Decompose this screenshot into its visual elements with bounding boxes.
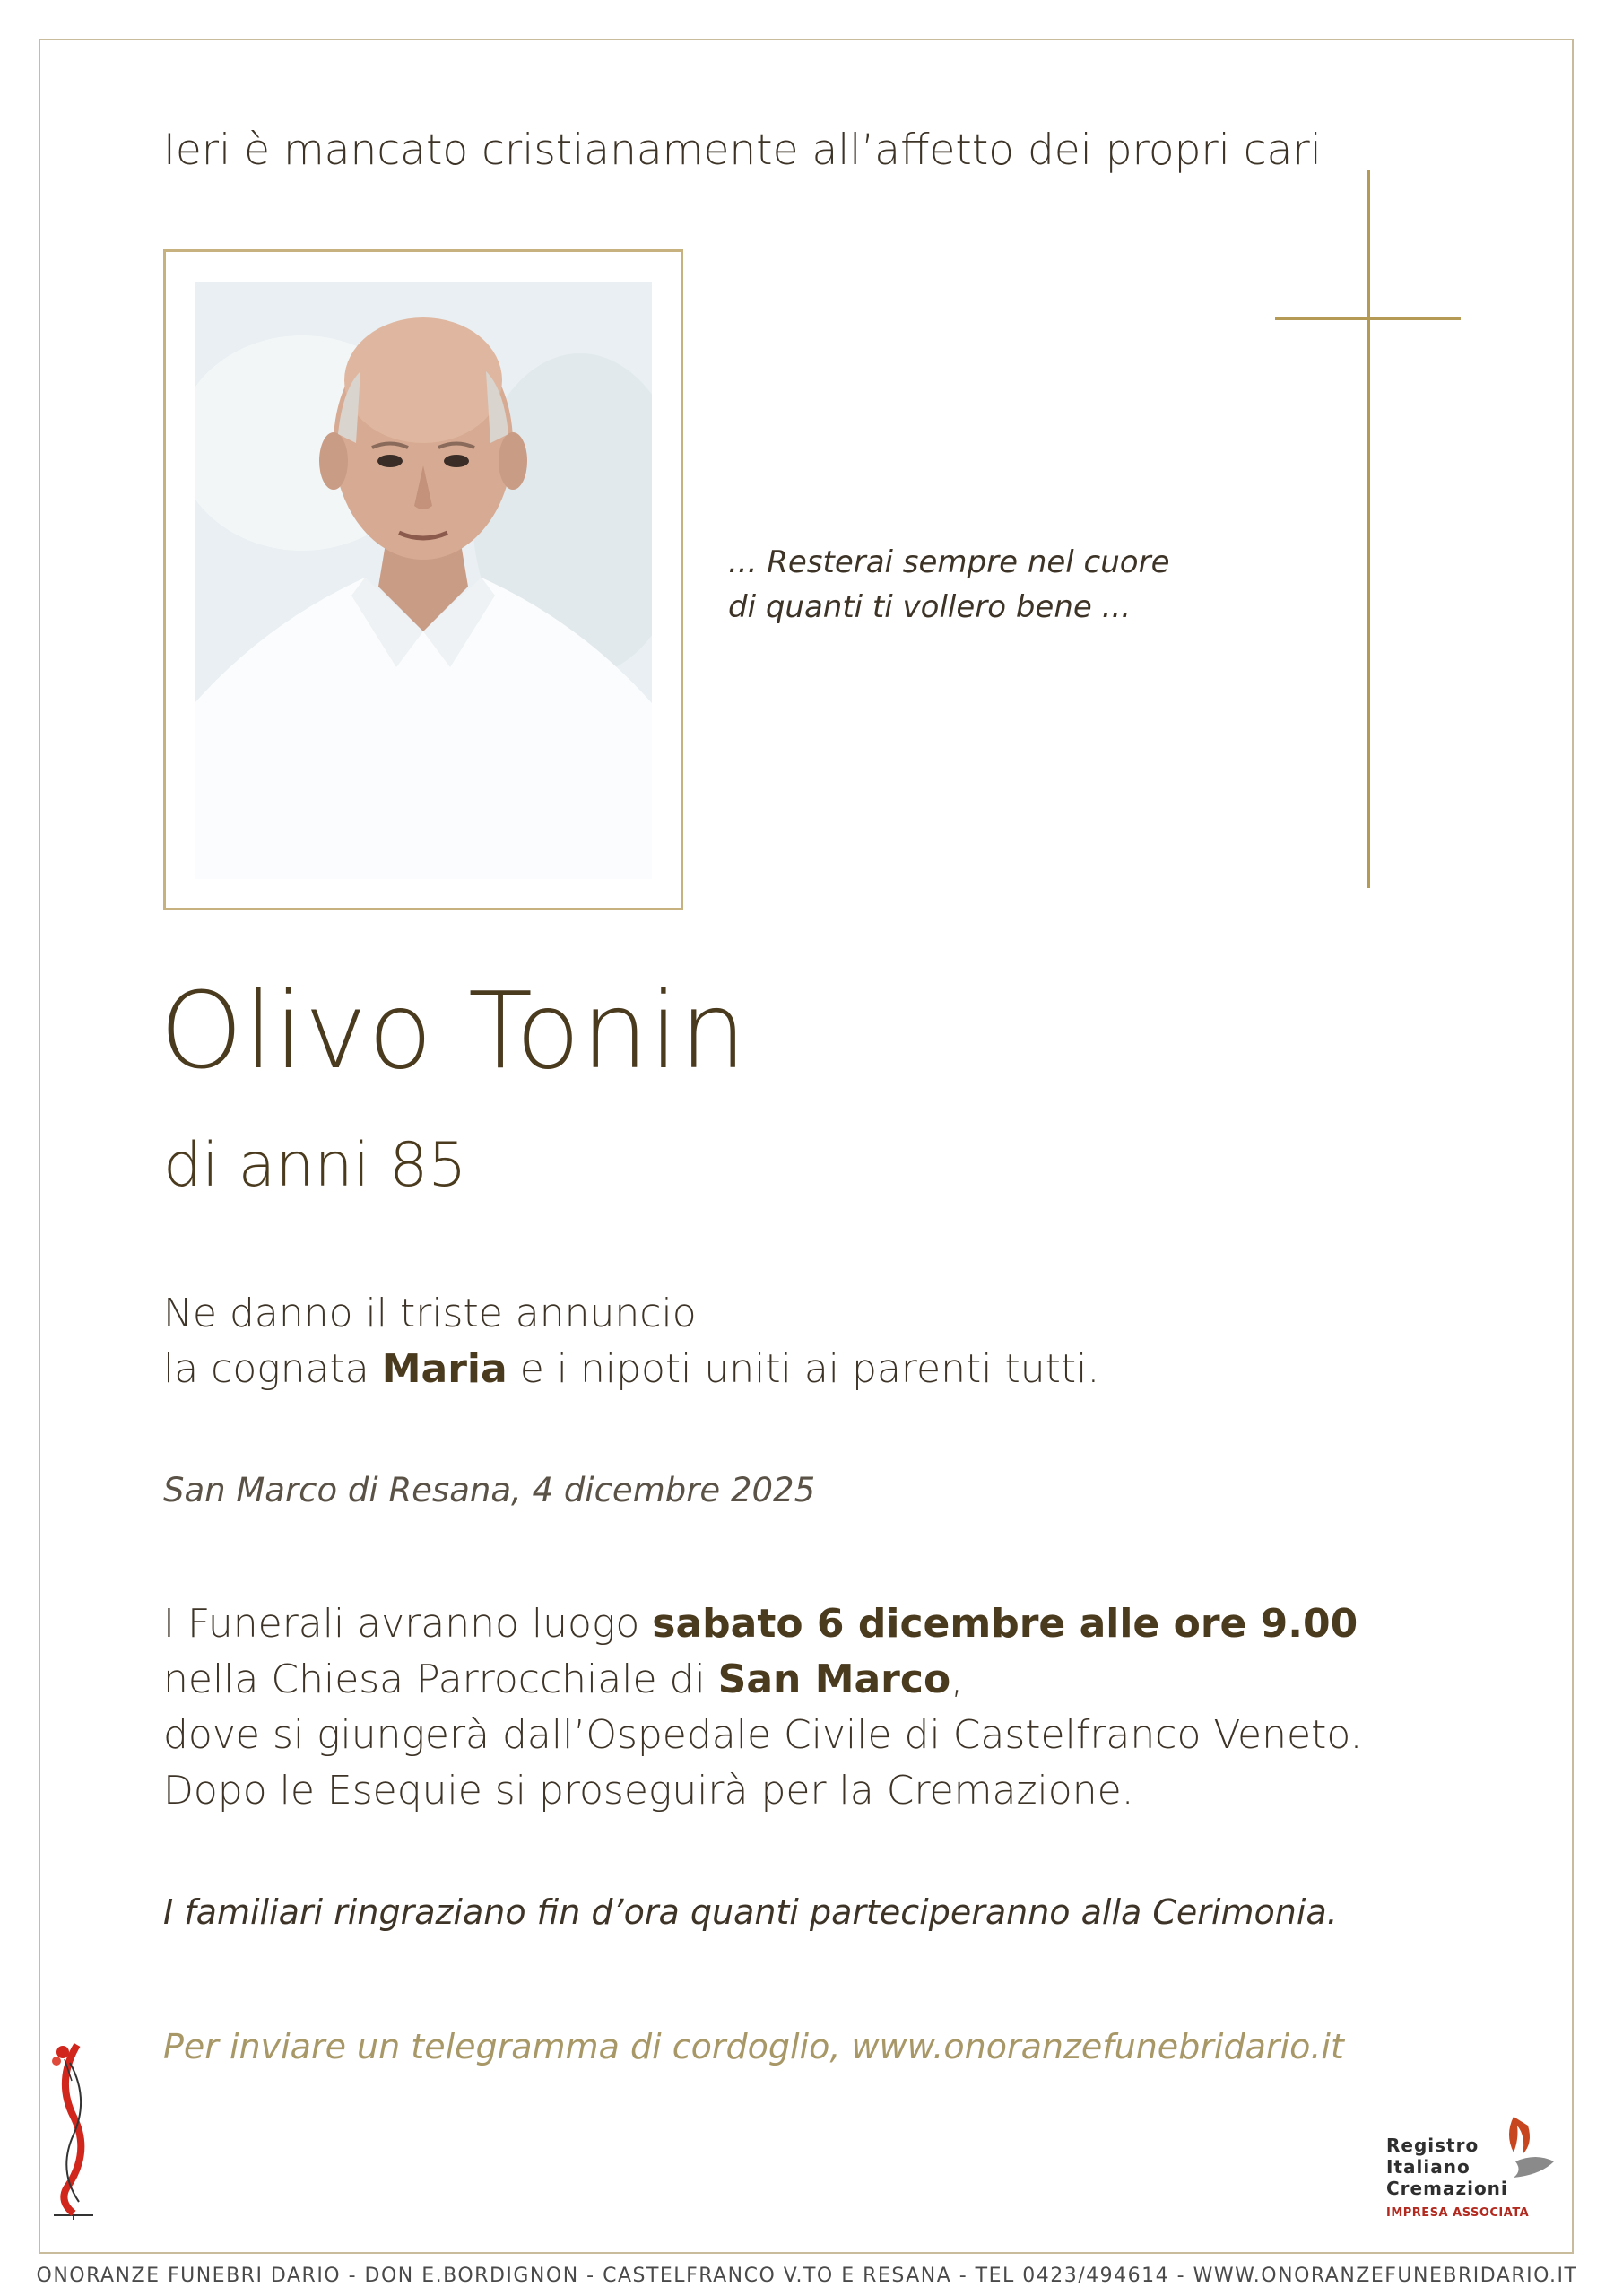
quote-line-2: di quanti ti vollero bene ... <box>728 589 1132 625</box>
funeral-line-1 <box>163 1596 1362 1652</box>
thanks-text: I familiari ringraziano fin d’ora quanti parteciperanno alla Cerimonia. <box>163 1892 1338 1932</box>
logo-line-1: Registro <box>1386 2135 1480 2156</box>
footer-contact: ONORANZE FUNEBRI DARIO - DON E.BORDIGNON - CASTELFRANCO V.TO E RESANA - TEL 0423/494614 - WWW.ONORANZEFUNEBRIDARIO.IT <box>36 2265 1578 2287</box>
logo-line-2: Italiano <box>1386 2156 1471 2178</box>
funeral-datetime: sabato 6 dicembre alle ore 9.00 <box>652 1601 1358 1647</box>
announcement-text: la cognata <box>163 1346 382 1392</box>
funeral-text: I Funerali avranno luogo <box>163 1601 653 1647</box>
logo-line-3: Cremazioni <box>1386 2178 1508 2199</box>
funeral-line-4: Dopo le Esequie si proseguirà per la Cremazione. <box>163 1768 1134 1813</box>
memorial-quote <box>728 540 1170 630</box>
deceased-age: di anni 85 <box>163 1130 467 1201</box>
logo-subtitle: IMPRESA ASSOCIATA <box>1386 2206 1530 2220</box>
relative-name: Maria <box>381 1346 508 1392</box>
deceased-name: Olivo Tonin <box>160 969 748 1092</box>
funeral-line-3: dove si giungerà dall’Ospedale Civile di Castelfranco Veneto. <box>163 1712 1363 1758</box>
cross-horizontal-bar <box>1275 317 1461 320</box>
place-date: San Marco di Resana, 4 dicembre 2025 <box>163 1471 816 1509</box>
quote-line-1: ... Resterai sempre nel cuore <box>728 544 1170 580</box>
announcement-line-2 <box>163 1342 1099 1397</box>
announcement <box>163 1286 1099 1397</box>
intro-text: Ieri è mancato cristianamente all’affetto dei propri cari <box>163 126 1322 175</box>
telegram-link[interactable]: Per inviare un telegramma di cordoglio, www.onoranzefunebridario.it <box>163 2027 1344 2066</box>
funeral-line-2 <box>163 1652 1362 1708</box>
cremation-registry-logo <box>1381 2108 1560 2224</box>
announcement-line-1: Ne danno il triste annuncio <box>163 1291 697 1336</box>
funeral-church: San Marco <box>717 1657 951 1702</box>
funeral-text: nella Chiesa Parrocchiale di <box>163 1657 718 1702</box>
flame-dove-icon <box>1487 2108 1558 2188</box>
rose-ribbon-icon <box>47 2027 100 2220</box>
funeral-text: , <box>950 1657 964 1702</box>
portrait-photo <box>195 282 652 879</box>
portrait-illustration <box>195 282 652 879</box>
announcement-text: e i nipoti uniti ai parenti tutti. <box>507 1346 1100 1392</box>
portrait-frame <box>163 249 683 910</box>
cross-vertical-bar <box>1367 170 1370 888</box>
funeral-details <box>163 1596 1362 1819</box>
